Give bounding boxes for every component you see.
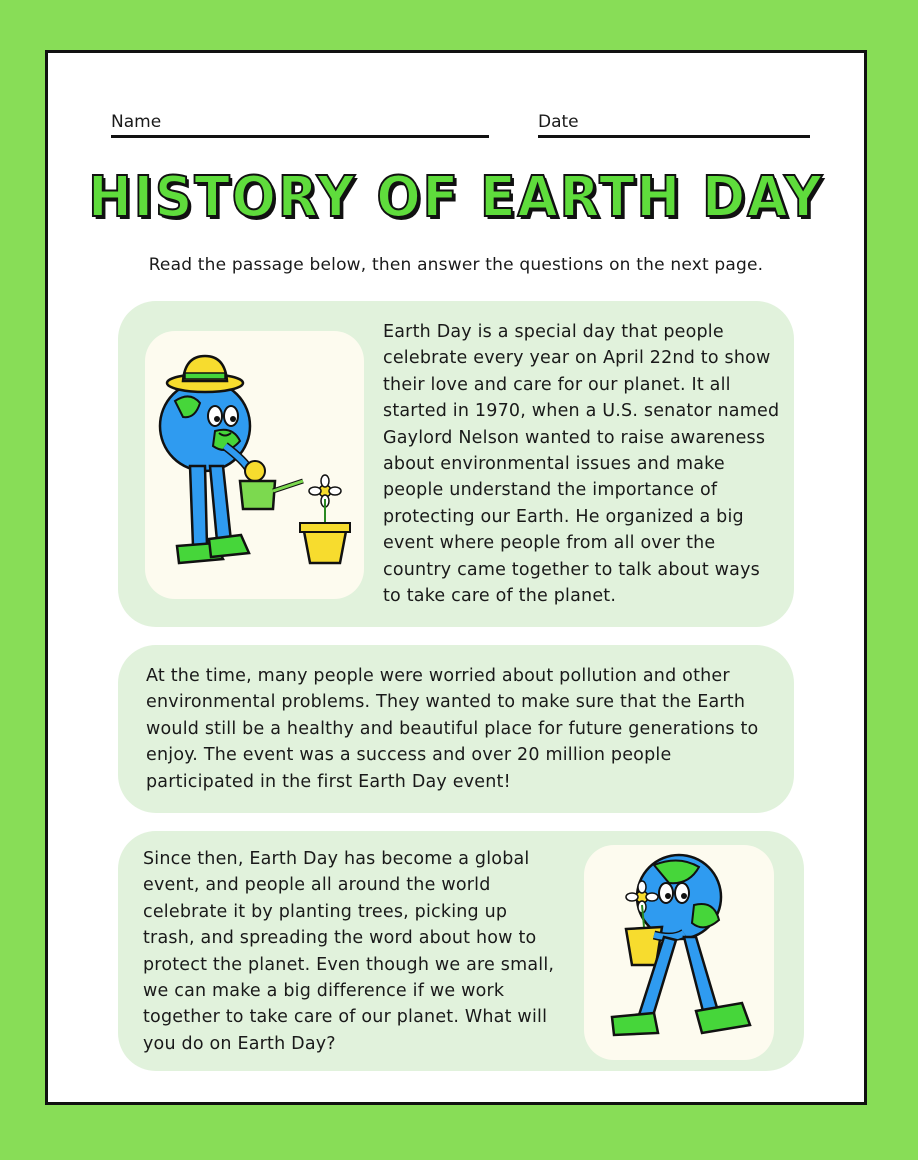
date-label: Date (538, 112, 579, 132)
instructions: Read the passage below, then answer the questions on the next page. (148, 255, 764, 275)
date-field[interactable] (538, 113, 810, 138)
passage-text-3: Since then, Earth Day has become a global event, and people all around the world celebrate it by planting trees, picking up trash, and spreading the word about how to protect the planet. Even though we are small, we can make a big difference if we work together to take care of our planet. What will you do on Earth Day? (143, 849, 555, 1054)
earth-carrying-flower-pot-illustration (584, 845, 774, 1060)
passage-panel-1 (118, 301, 794, 627)
passage-panel-2 (118, 645, 794, 813)
name-label: Name (111, 112, 162, 132)
earth-watering-flower-illustration (145, 331, 364, 599)
worksheet-page (45, 50, 867, 1105)
passage-panel-3 (118, 831, 804, 1071)
passage-text-2: At the time, many people were worried about pollution and other environmental problems. They wanted to make sure that the Earth would still be a healthy and beautiful place for future generations to enjoy. The event was a success and over 20 million people participated in the first Earth Day event! (146, 666, 759, 792)
page-title: HISTORY OF EARTH DAY (88, 165, 824, 230)
passage-text-1: Earth Day is a special day that people celebrate every year on April 22nd to show their love and care for our planet. It all started in 1970, when a U.S. senator named Gaylord Nelson wanted to raise awareness about environmental issues and make people understand the importance of protecting our Earth. He organized a big event where people from all over the country came together to talk about ways to take care of the planet. (383, 322, 780, 607)
name-field[interactable] (111, 113, 489, 138)
